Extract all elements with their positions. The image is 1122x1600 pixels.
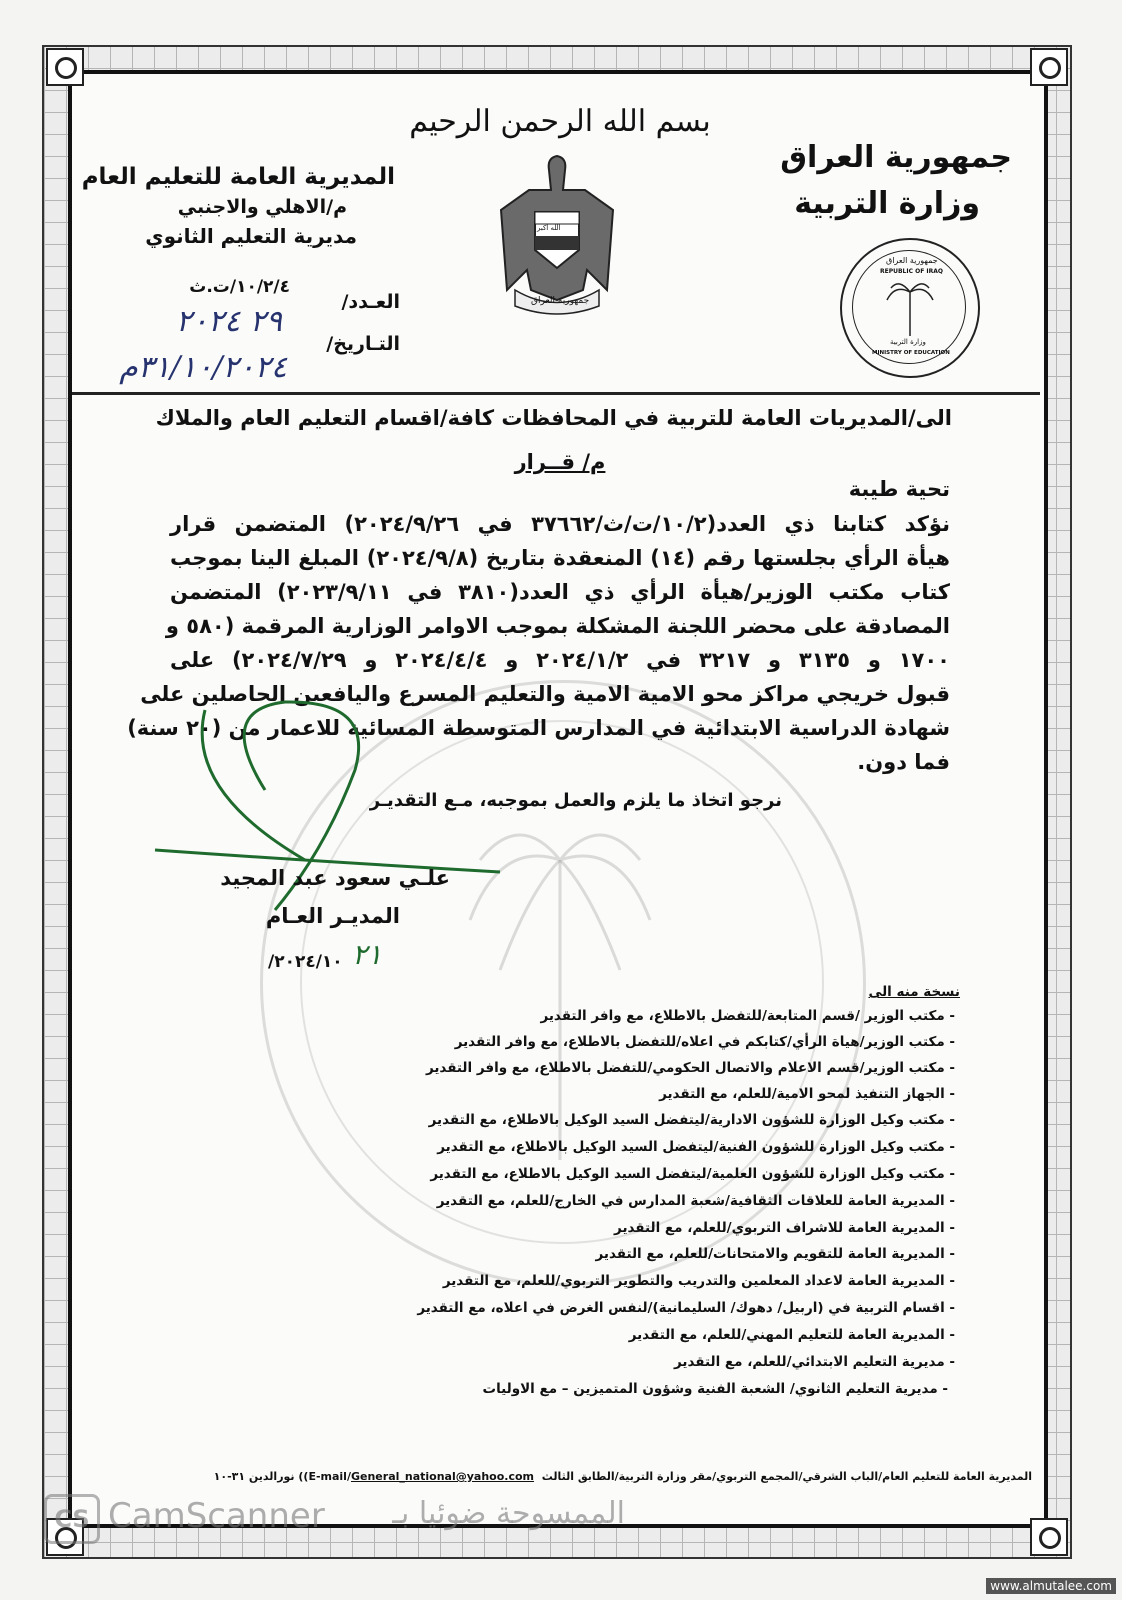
body-line: شهادة الدراسية الابتدائية في المدارس المتوسطة المسائية للاعمار من (٢٠ سنة) xyxy=(127,716,950,740)
cc-item: - المديرية العامة للعلاقات الثقافية/شعبة المدارس في الخارج/للعلم، مع التقدير xyxy=(436,1193,955,1209)
cc-item: - المديرية العامة للاشراف التربوي/للعلم، مع التقدير xyxy=(614,1220,955,1236)
cc-item: - المديرية العامة للتقويم والامتحانات/للعلم، مع التقدير xyxy=(595,1246,955,1262)
signatory-name: علـي سعود عبد المجيد xyxy=(220,866,450,890)
cc-item: - المديرية العامة لاعداد المعلمين والتدريب والتطوير التربوي/للعلم، مع التقدير xyxy=(442,1273,955,1289)
emblem-motto: الله اكبر xyxy=(537,224,561,232)
sub-directorate-stamp: م/الاهلي والاجنبي xyxy=(177,196,347,218)
corner-ornament-icon xyxy=(1030,1518,1068,1556)
cc-item: - مكتب الوزير/هياة الرأي/كتابكم في اعلاه/للتفضل بالاطلاع، مع وافر التقدير xyxy=(454,1034,955,1050)
footer-suffix: ) نورالدين ٣١-١٠ xyxy=(213,1470,304,1483)
footer-email-label: (E-mail/ xyxy=(303,1470,351,1483)
body-line: المصادقة على محضر اللجنة المشكلة بموجب الاوامر الوزارية المرقمة (٥٨٠ و xyxy=(165,614,950,638)
republic-name: جمهورية العراق xyxy=(780,140,1012,175)
cc-item: - مكتب وكيل الوزارة للشؤون الادارية/ليتفضل السيد الوكيل بالاطلاع، مع التقدير xyxy=(428,1112,955,1128)
camscanner-logo: CS xyxy=(44,1494,100,1544)
corner-ornament-icon xyxy=(46,48,84,86)
emblem-label: جمهورية العراق xyxy=(531,296,590,306)
body-line: ١٧٠٠ و ٣١٣٥ و ٣٢١٧ في ٢٠٢٤/١/٢ و ٢٠٢٤/٤/٤ و ٢٠٢٤/٧/٢٩) على xyxy=(170,648,951,672)
eagle-icon xyxy=(495,150,620,315)
number-label: العـدد/ xyxy=(341,291,400,313)
date-label: التـاريخ/ xyxy=(326,333,400,355)
directorate-name: المديرية العامة للتعليم العام xyxy=(81,164,395,190)
body-line: نؤكد كتابنا ذي العدد(١٠/٢/ت/ث/٣٧٦٦٢ في ٢٠٢٤/٩/٢٦) المتضمن قرار xyxy=(170,512,950,536)
iraq-eagle-emblem xyxy=(495,150,620,315)
ministry-seal xyxy=(840,238,980,378)
cc-item: - مديرية التعليم الابتدائي/للعلم، مع التقدير xyxy=(674,1354,955,1370)
seal-text-en-bottom: MINISTRY OF EDUCATION xyxy=(872,350,950,356)
greeting: تحية طيبة xyxy=(848,477,950,501)
footer-address-line xyxy=(214,1470,1032,1483)
corner-ornament-icon xyxy=(1030,48,1068,86)
cc-item: - مكتب الوزير/قسم الاعلام والاتصال الحكومي/للتفضل بالاطلاع، مع وافر التقدير xyxy=(425,1060,955,1076)
seal-text-ar: جمهورية العراق xyxy=(886,256,938,265)
cc-item: - مكتب الوزير /قسم المتابعة/للتفضل بالاطلاع، مع وافر التقدير xyxy=(540,1008,955,1024)
sub-directorate-name: مديرية التعليم الثانوي xyxy=(145,224,357,248)
cc-item: - مكتب وكيل الوزارة للشؤون العلمية/ليتفضل السيد الوكيل بالاطلاع، مع التقدير xyxy=(430,1166,955,1182)
cc-item: - اقسام التربية في (اربيل/ دهوك/ السليمانية)/لنفس الغرض في اعلاه، مع التقدير xyxy=(417,1300,955,1316)
closing: نرجو اتخاذ ما يلزم والعمل بموجبه، مـع التقديـر xyxy=(369,790,782,811)
ministry-name: وزارة التربية xyxy=(794,186,980,221)
cc-item: - المديرية العامة للتعليم المهني/للعلم، مع التقدير xyxy=(628,1327,955,1343)
cc-item: - الجهاز التنفيذ لمحو الامية/للعلم، مع التقدير xyxy=(659,1086,955,1102)
cc-heading: نسخة منه الى xyxy=(868,984,960,1000)
signature-date-day: ٢١ xyxy=(352,938,383,971)
signature-date-printed: /٢٠٢٤/١٠ xyxy=(268,952,343,972)
footer-address: المديرية العامة للتعليم العام/الباب الشرقي/المجمع التربوي/مقر وزارة التربية/الطابق الثالث xyxy=(541,1470,1032,1483)
signature-icon xyxy=(145,690,515,990)
basmala: بسم الله الرحمن الرحيم xyxy=(409,104,711,139)
number-value: ١٠/٢/٤/ت.ث xyxy=(189,277,290,297)
body-line: كتاب مكتب الوزير/هيأة الرأي ذي العدد(٣٨١٠ في ٢٠٢٣/٩/١١) المتضمن xyxy=(170,580,951,604)
camscanner-arabic: الممسوحة ضوئيا بـ xyxy=(392,1496,625,1531)
cc-item: - مديرية التعليم الثانوي/ الشعبة الفنية وشؤون المتميزين – مع الاوليات xyxy=(482,1381,948,1397)
header-divider xyxy=(72,392,1040,395)
body-line: قبول خريجي مراكز محو الامية الامية والتعليم المسرع واليافعين الحاصلين على xyxy=(140,682,950,706)
seal-ministry-ar: وزارة التربية xyxy=(890,338,926,346)
seal-text-en-top: REPUBLIC OF IRAQ xyxy=(880,268,943,275)
subject-text: م/ قــرار xyxy=(514,450,606,474)
site-watermark: www.almutalee.com xyxy=(986,1578,1116,1594)
subject xyxy=(470,450,650,474)
cc-item: - مكتب وكيل الوزارة للشؤون الفنية/ليتفضل السيد الوكيل بالاطلاع، مع التقدير xyxy=(437,1139,955,1155)
handwritten-number: ٢٩ ٢٠٢٤ xyxy=(175,304,282,339)
addressee: الى/المديريات العامة للتربية في المحافظات كافة/اقسام التعليم العام والملاك xyxy=(155,406,952,430)
palm-tree-icon xyxy=(885,278,935,338)
footer-email-link[interactable]: General_national@yahoo.com xyxy=(350,1470,535,1483)
signatory-title: المديـر العـام xyxy=(265,904,400,928)
handwritten-date: ٣١/١٠/٢٠٢٤م xyxy=(119,350,287,385)
body-line: فما دون. xyxy=(857,750,950,774)
camscanner-brand: CamScanner xyxy=(108,1496,325,1536)
body-line: هيأة الرأي بجلستها رقم (١٤) المنعقدة بتاريخ (٢٠٢٤/٩/٨) المبلغ الينا بموجب xyxy=(170,546,950,570)
